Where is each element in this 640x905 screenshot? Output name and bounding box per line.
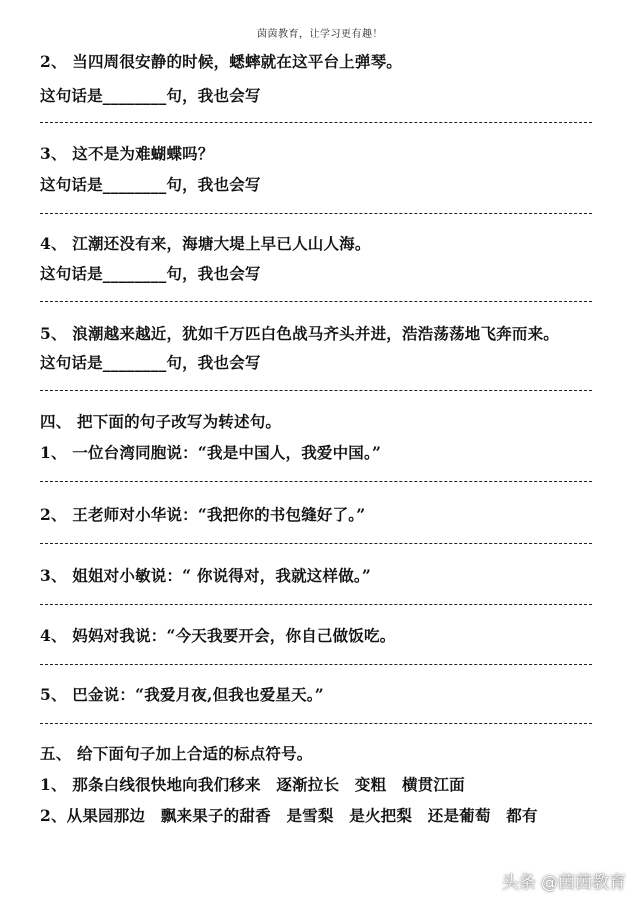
watermark: 头条 @茵茵教育 <box>501 873 626 893</box>
page-header: 茵茵教育，让学习更有趣！ <box>257 29 383 40</box>
answer-line <box>40 481 592 482</box>
question-sentence: 1、 那条白线很快地向我们移来 逐渐拉长 变粗 横贯江面 <box>40 775 465 794</box>
question-sentence: 5、 巴金说：“我爱月夜,但我也爱星天。” <box>40 685 324 704</box>
question-sentence: 5、 浪潮越来越近，犹如千万匹白色战马齐头并进，浩浩荡荡地飞奔而来。 <box>40 324 559 343</box>
question-sentence: 2、从果园那边 飘来果子的甜香 是雪梨 是火把梨 还是葡萄 都有 <box>40 806 538 825</box>
question-sentence: 1、 一位台湾同胞说：“我是中国人，我爱中国。” <box>40 443 382 462</box>
question-sentence: 2、 当四周很安静的时候，蟋蟀就在这平台上弹琴。 <box>40 52 402 71</box>
answer-line <box>40 213 592 214</box>
question-prompt: 这句话是________句，我也会写 <box>40 264 261 283</box>
answer-line <box>40 301 592 302</box>
section-title: 四、 把下面的句子改写为转述句。 <box>40 412 282 431</box>
question-sentence: 4、 妈妈对我说：“今天我要开会，你自己做饭吃。 <box>40 626 396 645</box>
question-prompt: 这句话是________句，我也会写 <box>40 353 261 372</box>
question-prompt: 这句话是________句，我也会写 <box>40 175 261 194</box>
answer-line <box>40 723 592 724</box>
section-title: 五、 给下面句子加上合适的标点符号。 <box>40 744 313 763</box>
question-sentence: 3、 姐姐对小敏说：“ 你说得对，我就这样做。” <box>40 566 371 585</box>
question-sentence: 3、 这不是为难蝴蝶吗？ <box>40 144 214 163</box>
answer-line <box>40 664 592 665</box>
answer-line <box>40 543 592 544</box>
answer-line <box>40 604 592 605</box>
question-prompt: 这句话是________句，我也会写 <box>40 86 261 105</box>
answer-line <box>40 122 592 123</box>
answer-line <box>40 390 592 391</box>
question-sentence: 4、 江潮还没有来，海塘大堤上早已人山人海。 <box>40 234 371 253</box>
question-sentence: 2、 王老师对小华说：“我把你的书包缝好了。” <box>40 505 366 524</box>
